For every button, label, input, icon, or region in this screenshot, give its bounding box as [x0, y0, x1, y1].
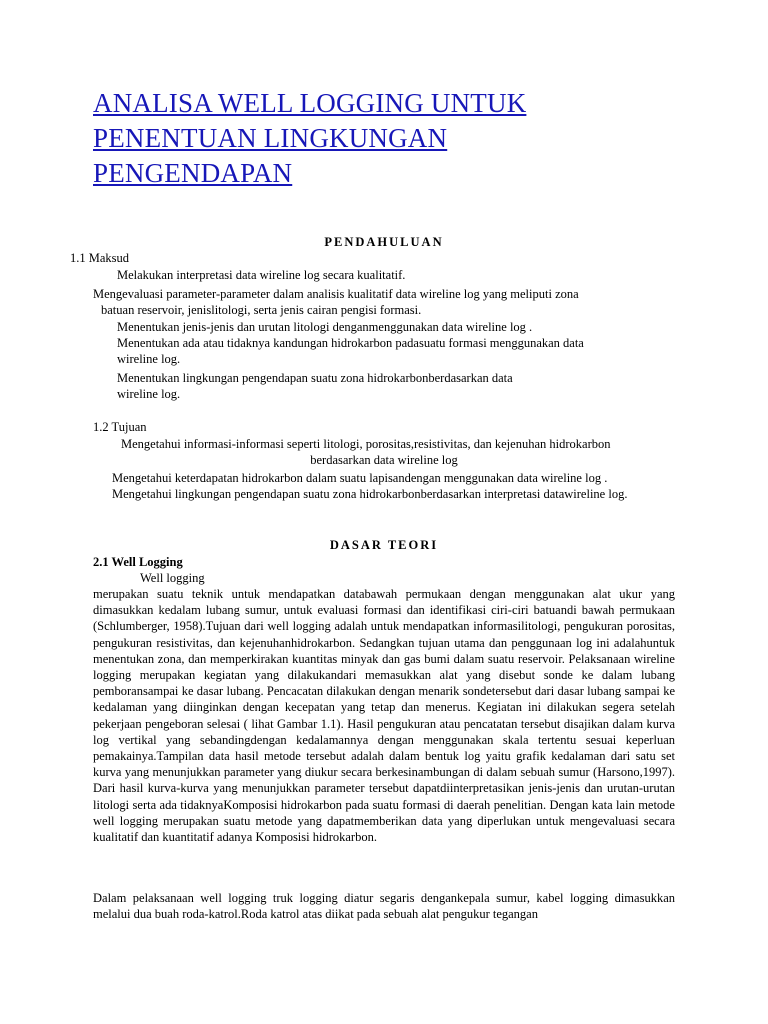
maksud-line: Menentukan ada atau tidaknya kandungan hidrokarbon padasuatu formasi menggunakan data: [117, 336, 584, 350]
paragraph-intro: Well logging: [140, 571, 205, 585]
section-heading-dasar-teori: DASAR TEORI: [329, 538, 439, 552]
tujuan-line: berdasarkan data wireline log: [310, 453, 458, 467]
maksud-line: batuan reservoir, jenislitologi, serta jenis cairan pengisi formasi.: [101, 303, 422, 317]
body-paragraph: Dalam pelaksanaan well logging truk logging diatur segaris dengankepala sumur, kabel logging dimasukkan melalui dua buah roda-katrol.Roda katrol atas diikat pada sebuah alat pengukur tegangan: [93, 891, 675, 922]
document-title[interactable]: ANALISA WELL LOGGING UNTUK PENENTUAN LINGKUNGAN PENGENDAPAN: [93, 88, 527, 188]
maksud-line: Menentukan jenis-jenis dan urutan litologi denganmenggunakan data wireline log .: [117, 320, 533, 334]
maksud-line: Melakukan interpretasi data wireline log secara kualitatif.: [117, 268, 406, 282]
tujuan-label: 1.2 Tujuan: [93, 420, 147, 434]
section-heading-pendahuluan: PENDAHULUAN: [324, 235, 444, 249]
maksud-line: wireline log.: [117, 387, 181, 401]
maksud-line: Menentukan lingkungan pengendapan suatu zona hidrokarbonberdasarkan data: [117, 371, 513, 385]
tujuan-line: Mengetahui keterdapatan hidrokarbon dalam suatu lapisandengan menggunakan data wireline log .: [112, 471, 608, 485]
tujuan-line: Mengetahui lingkungan pengendapan suatu zona hidrokarbonberdasarkan interpretasi datawireline log.: [112, 487, 628, 501]
body-paragraph: merupakan suatu teknik untuk mendapatkan databawah permukaan dengan menggunakan alat ukur yang dimasukkan kedalam lubang sumur, untuk evaluasi formasi dan identifikasi ciri-ciri batuandi bawah permukaan (Schlumberger, 1958).Tujuan dari well logging adalah untuk mendapatkan informasilitologi, pengukuran porositas, pengukuran resistivitas, dan kejenuhanhidrokarbon. Sedangkan tujuan utama dan penggunaan log ini adalahuntuk menentukan zona, dan memperkirakan kuantitas minyak dan gas bumi dalam suatu reservoir. Pelaksanaan wireline logging merupakan kegiatan yang dilakukandari memasukkan alat yang disebut sonde ke dalam lubang pemboransampai ke dasar lubang. Pencacatan dilakukan dengan menarik sondetersebut dari dasar lubang sampai ke kedalaman yang diinginkan dengan kecepatan yang tetap dan menerus. Kegiatan ini dilakukan segera setelah pekerjaan pengeboran selesai ( lihat Gambar 1.1). Hasil pengukuran atau pencatatan tersebut disajikan dalam kurva log vertikal yang sebandingdengan kedalamannya dengan menggunakan skala tertentu sesuai keperluan pemakainya.Tampilan data hasil metode tersebut adalah dalam bentuk log yaitu grafik kedalaman dari satu set kurva yang menunjukkan parameter yang diukur secara berkesinambungan di dalam sebuah sumur (Harsono,1997). Dari hasil kurva-kurva yang menunjukkan parameter tersebut dapatdiinterpretasikan jenis-jenis dan urutan-urutan litologi serta ada tidaknyaKomposisi hidrokarbon pada suatu formasi di daerah penelitian. Dengan kata lain metode well logging merupakan suatu metode yang dapatmemberikan data yang diperlukan untuk mengevaluasi secara kualitatif dan kuantitatif adanya Komposisi hidrokarbon.: [93, 587, 675, 845]
maksud-line: Mengevaluasi parameter-parameter dalam analisis kualitatif data wireline log yang meliputi zona: [93, 287, 579, 301]
maksud-label: 1.1 Maksud: [70, 251, 130, 265]
tujuan-line: Mengetahui informasi-informasi seperti litologi, porositas,resistivitas, dan kejenuhan hidrokarbon: [121, 437, 611, 451]
maksud-line: wireline log.: [117, 352, 181, 366]
subsection-heading: 2.1 Well Logging: [93, 555, 183, 569]
